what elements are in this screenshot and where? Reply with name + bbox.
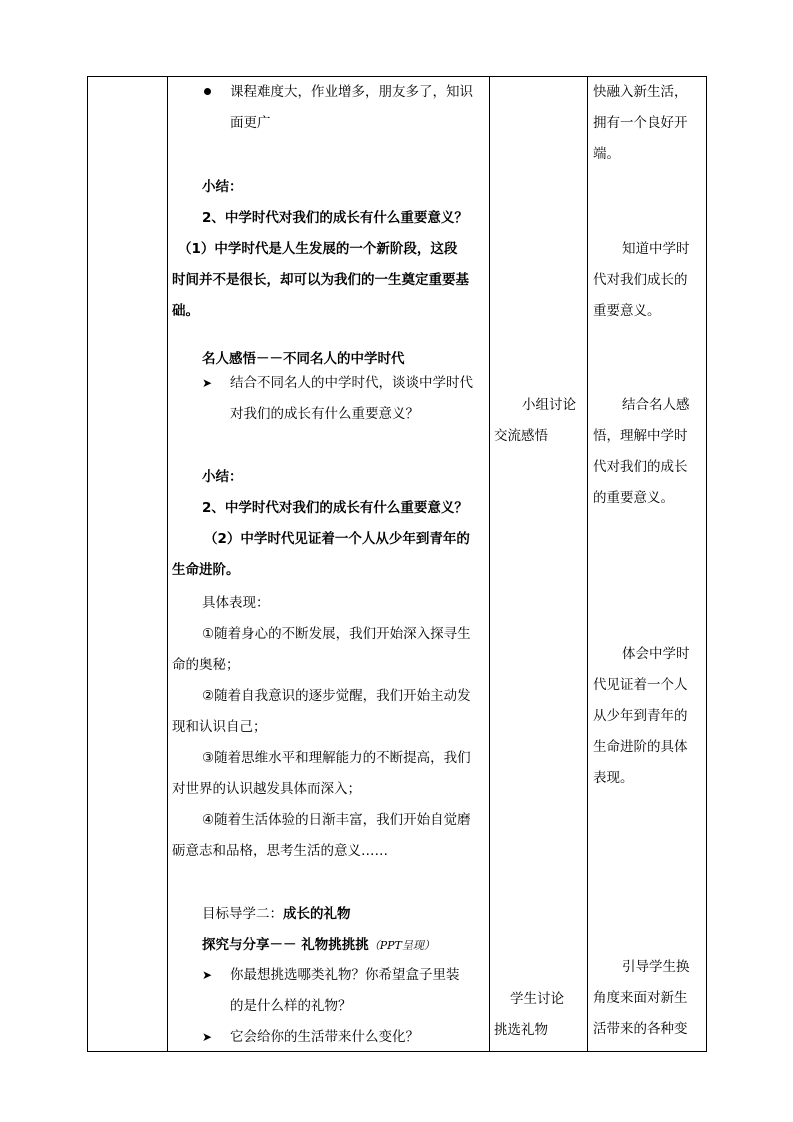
intent2-line2: 代对我们成长的 [593,272,688,288]
intent5-line2: 角度来面对新生 [593,990,688,1006]
gift-question-line2: 的是什么样的礼物？ [230,998,352,1014]
arrow-bullet-icon: ➤ [202,1030,213,1044]
arrow-bullet-icon: ➤ [202,968,213,982]
intent4-line3: 从少年到青年的 [593,708,688,724]
summary2-label: 小结： [202,469,243,485]
student-discuss-line1: 学生讨论 [510,991,564,1007]
intent1-line1: 快融入新生活， [593,84,688,100]
intent4-line4: 生命进阶的具体 [593,739,688,755]
specific4-line2: 砺意志和品格，思考生活的意义…… [172,843,388,859]
intent5-line3: 活带来的各种变 [593,1021,688,1037]
specific1-line1: ①随着身心的不断发展，我们开始深入探寻生 [202,626,471,642]
specifics-label: 具体表现： [202,595,270,611]
intent3-line4: 的重要意义。 [593,490,674,506]
summary1-label: 小结： [202,179,243,195]
question1: 2、中学时代对我们的成长有什么重要意义？ [202,210,468,226]
intent4-line2: 代见证着一个人 [593,677,688,693]
intent3-line2: 悟，理解中学时 [593,428,688,444]
column-divider-1 [167,77,168,1051]
specific4-line1: ④随着生活体验的日渐丰富，我们开始自觉磨 [202,812,471,828]
intent4-line1: 体会中学时 [622,646,690,662]
goal2-prefix: 目标导学二： [202,906,283,922]
explore-ppt-note: （PPT呈现） [368,939,435,952]
column-divider-2 [489,77,490,1051]
bullet-dot-icon [204,88,211,95]
intent4-line5: 表现。 [593,770,634,786]
specific3-line1: ③随着思维水平和理解能力的不断提高，我们 [202,750,471,766]
change-question: 它会给你的生活带来什么变化？ [230,1029,419,1045]
specific1-line2: 命的奥秘； [172,657,240,673]
point1-line1: （1）中学时代是人生发展的一个新阶段，这段 [178,241,458,257]
group-discuss-line2: 交流感悟 [494,428,548,444]
intent1-line2: 拥有一个良好开 [593,115,688,131]
arrow-bullet-icon: ➤ [202,376,213,390]
intent2-line1: 知道中学时 [622,241,690,257]
famous-item-line2: 对我们的成长有什么重要意义？ [230,406,419,422]
intent2-line3: 重要意义。 [593,303,661,319]
famous-item-line1: 结合不同名人的中学时代，谈谈中学时代 [230,375,473,391]
student-discuss-line2: 挑选礼物 [494,1022,548,1038]
specific3-line2: 对世界的认识越发具体而深入； [172,781,361,797]
intent3-line3: 代对我们的成长 [593,459,688,475]
specific2-line2: 现和认识自己； [172,719,267,735]
bullet1-line1: 课程难度大，作业增多，朋友多了，知识 [230,84,473,100]
intent3-line1: 结合名人感 [622,397,690,413]
point2-line1: （2）中学时代见证着一个人从少年到青年的 [204,531,470,547]
point1-line2: 时间并不是很长，却可以为我们的一生奠定重要基 [172,272,469,288]
goal2-title: 成长的礼物 [283,906,351,922]
group-discuss-line1: 小组讨论 [522,397,576,413]
point1-line3: 础。 [172,303,199,319]
goal2-heading [202,905,351,923]
explore-heading [202,936,435,955]
explore-title: 探究与分享－－ 礼物挑挑挑 [202,937,369,953]
question2: 2、中学时代对我们的成长有什么重要意义？ [202,500,468,516]
intent5-line1: 引导学生换 [622,959,690,975]
column-divider-3 [587,77,588,1051]
famous-title: 名人感悟－－不同名人的中学时代 [202,351,405,367]
bullet1-line2: 面更广 [230,115,271,131]
gift-question-line1: 你最想挑选哪类礼物？你希望盒子里装 [230,967,460,983]
intent1-line3: 端。 [593,146,620,162]
specific2-line1: ②随着自我意识的逐步觉醒，我们开始主动发 [202,688,471,704]
point2-line2: 生命进阶。 [172,562,240,578]
